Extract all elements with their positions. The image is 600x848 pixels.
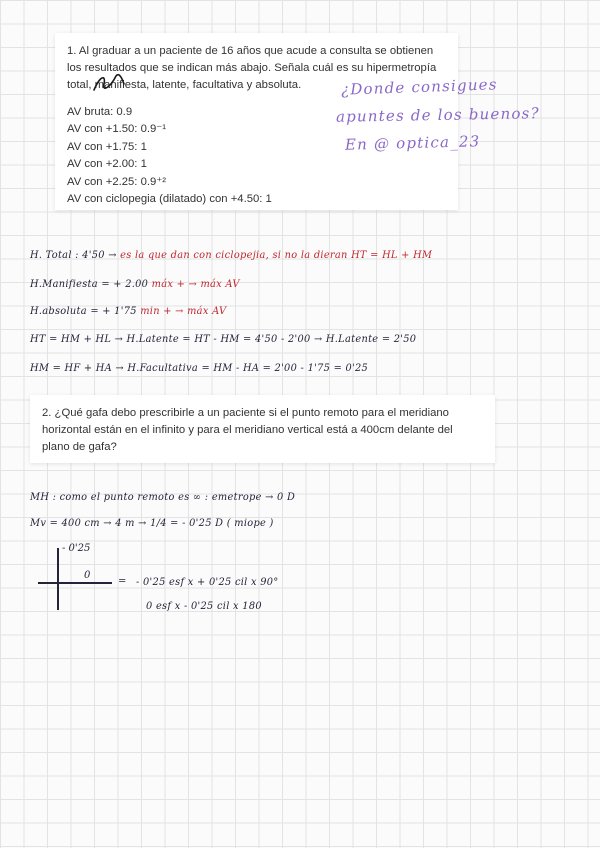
- power-cross-vertical-line: [57, 548, 59, 610]
- notes1-line1: [30, 250, 432, 261]
- promo-line-1: ¿Donde consigues: [340, 75, 498, 99]
- av-line: AV con +2.00: 1: [67, 158, 147, 171]
- notes1-line1-red: es la que dan con ciclopejia, si no la dieran HT = HL + HM: [120, 250, 433, 261]
- notes1-line3: [30, 306, 226, 317]
- notes1-line3-red: min + → máx AV: [140, 306, 227, 317]
- av-line: AV con +2.25: 0.9⁺²: [67, 175, 167, 188]
- prescription-formula-2: 0 esf x - 0'25 cil x 180: [146, 601, 262, 612]
- notes1-line4: HT = HM + HL → H.Latente = HT - HM = 4'50 - 2'00 → H.Latente = 2'50: [30, 334, 417, 345]
- pen-scribble-icon: [92, 72, 126, 94]
- promo-line-3: En @ optica_23: [344, 132, 481, 154]
- question1-text: 1. Al graduar a un paciente de 16 años que acude a consulta se obtienen los resultados que se indican más abajo. Señala cuál es su hipermetropía total, manifiesta, latente, facultativa y absoluta.: [67, 45, 437, 91]
- notes2-line2: Mv = 400 cm → 4 m → 1/4 = - 0'25 D ( miope ): [30, 518, 274, 529]
- power-cross-zero-label: 0: [84, 570, 91, 581]
- question2-box: [30, 395, 495, 463]
- notes1-line1-dark: H. Total : 4'50 →: [30, 250, 117, 261]
- power-cross-top-label: - 0'25: [62, 543, 91, 554]
- av-line: AV bruta: 0.9: [67, 105, 133, 118]
- notes1-line5: HM = HF + HA → H.Facultativa = HM - HA = 2'00 - 1'75 = 0'25: [30, 363, 369, 374]
- av-line: AV con +1.50: 0.9⁻¹: [67, 123, 167, 136]
- notes1-line2: [30, 279, 240, 290]
- equals-sign: =: [118, 576, 127, 587]
- notes1-line2-red: máx + → máx AV: [151, 279, 240, 290]
- notes1-line2-dark: H.Manifiesta = + 2.00: [30, 279, 149, 290]
- av-line: AV con ciclopegia (dilatado) con +4.50: 1: [67, 193, 272, 206]
- question2-text: 2. ¿Qué gafa debo prescribirle a un paciente si el punto remoto para el meridiano horizontal están en el infinito y para el meridiano vertical está a 400cm delante del plano de gafa?: [42, 407, 453, 453]
- notes1-line3-dark: H.absoluta = + 1'75: [30, 306, 137, 317]
- notes2-line1: MH : como el punto remoto es ∞ : emetrope → 0 D: [30, 492, 296, 503]
- prescription-formula-1: - 0'25 esf x + 0'25 cil x 90°: [136, 577, 279, 588]
- power-cross-horizontal-line: [38, 582, 112, 584]
- av-line: AV con +1.75: 1: [67, 140, 147, 153]
- promo-line-2: apuntes de los buenos?: [335, 104, 540, 126]
